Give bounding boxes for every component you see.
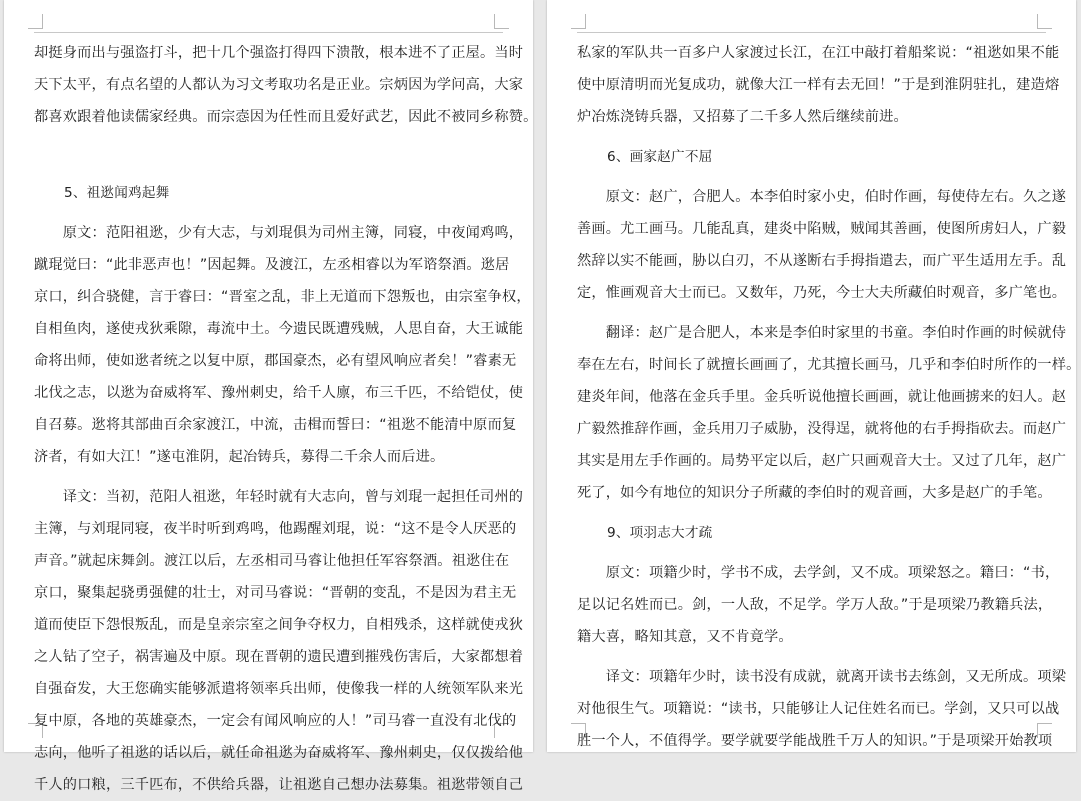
text-line: 籍大喜，略知其意，又不肯竟学。: [577, 629, 793, 645]
text-line: 京口，纠合骁健，言于睿曰：“晋室之乱，非上无道而下怨叛也，由宗室争权，: [34, 289, 531, 305]
text-line: 道而使臣下怨恨叛乱，而是皇亲宗室之间争夺权力，自相残杀，这样就使戎狄: [34, 617, 524, 633]
text-line: 济者，有如大江！”遂屯淮阴，起冶铸兵，募得二千余人而后进。: [34, 449, 445, 465]
page-corner-mark: [494, 14, 509, 29]
text-line: 命将出师，使如逖者统之以复中原，郡国豪杰，必有望风响应者矣！”睿素无: [34, 353, 517, 369]
text-line: 使中原清明而光复成功，就像大江一样有去无回！”于是到淮阴驻扎，建造熔: [577, 77, 1060, 93]
text-line: 死了，如今有地位的知识分子所藏的李伯时的观音画，大多是赵广的手笔。: [577, 485, 1052, 501]
text-line: 主簿，与刘琨同寝，夜半时听到鸡鸣，他踢醒刘琨，说：“这不是令人厌恶的: [34, 521, 517, 537]
text-line: 复中原，各地的英雄豪杰，一定会有闻风响应的人！”司马睿一直没有北伐的: [34, 713, 517, 729]
text-line: 却挺身而出与强盗打斗，把十几个强盗打得四下溃散，根本进不了正屋。当时: [34, 45, 524, 61]
section-heading: 9、项羽志大才疏: [607, 525, 713, 541]
text-line: 私家的军队共一百多户人家渡过长江，在江中敲打着船桨说：“祖逖如果不能: [577, 45, 1060, 61]
text-line: 广毅然推辞作画，金兵用刀子威胁，没得逞，就将他的右手拇指砍去。而赵广: [577, 421, 1067, 437]
text-line: 足以记名姓而已。剑，一人敌，不足学。学万人敌。”于是项梁乃教籍兵法，: [577, 597, 1053, 613]
document-page-right: [547, 0, 1081, 752]
text-line: 声音。”就起床舞剑。渡江以后，左丞相司马睿让他担任军容祭酒。祖逖住在: [34, 553, 510, 569]
text-line: 都喜欢跟着他读儒家经典。而宗悫因为任性而且爱好武艺，因此不被同乡称赞。: [34, 109, 538, 125]
text-line: 善画。尤工画马。几能乱真，建炎中陷贼，贼闻其善画，使图所虏妇人，广毅: [577, 221, 1067, 237]
page-corner-mark: [28, 14, 43, 29]
text-line: 其实是用左手作画的。局势平定以后，赵广只画观音大士。又过了几年，赵广: [577, 453, 1067, 469]
text-line: 自相鱼肉，遂使戎狄乘隙，毒流中土。今遗民既遭残贼，人思自奋，大王诚能: [34, 321, 524, 337]
text-line: 北伐之志，以逖为奋威将军、豫州刺史，给千人廪，布三千匹，不给铠仗，使: [34, 385, 524, 401]
page-corner-mark: [1037, 14, 1052, 29]
text-line: 建炎年间，他落在金兵手里。金兵听说他擅长画画，就让他画掳来的妇人。赵: [577, 389, 1067, 405]
text-line: 奉在左右，时间长了就擅长画画了，尤其擅长画马，几乎和李伯时所作的一样。: [577, 357, 1081, 373]
section-heading: 6、画家赵广不屈: [607, 149, 713, 165]
section-heading: 5、祖逖闻鸡起舞: [64, 185, 170, 201]
text-line: 之人钻了空子，祸害遍及中原。现在晋朝的遗民遭到摧残伤害后，大家都想着: [34, 649, 524, 665]
document-page-left: [4, 0, 538, 793]
text-line: 自召募。逖将其部曲百余家渡江，中流，击楫而誓曰：“祖逖不能清中原而复: [34, 417, 517, 433]
page-text[interactable]: [34, 37, 538, 801]
text-line: 原文：范阳祖逖，少有大志，与刘琨俱为司州主簿，同寝，中夜闻鸡鸣，: [34, 225, 524, 241]
header-rule: [577, 32, 1046, 33]
text-line: 千人的口粮，三千匹布，不供给兵器，让祖逖自己想办法募集。祖逖带领自己: [34, 777, 524, 793]
text-line: 翻译：赵广是合肥人，本来是李伯时家里的书童。李伯时作画的时候就侍: [577, 325, 1067, 341]
text-line: 译文：当初，范阳人祖逖，年轻时就有大志向，曾与刘琨一起担任司州的: [34, 489, 524, 505]
text-line: 然辞以实不能画，胁以白刃，不从遂断右手拇指遣去，而广平生适用左手。乱: [577, 253, 1067, 269]
text-line: 志向，他听了祖逖的话以后，就任命祖逖为奋威将军、豫州刺史，仅仅拨给他: [34, 745, 524, 761]
text-line: 自强奋发，大王您确实能够派遣将领率兵出师，使像我一样的人统领军队来光: [34, 681, 524, 697]
text-line: 对他很生气。项籍说：“读书，只能够让人记住姓名而已。学剑，又只可以战: [577, 701, 1060, 717]
text-line: 原文：项籍少时，学书不成，去学剑，又不成。项梁怒之。籍曰：“书，: [577, 565, 1060, 581]
text-line: 胜一个人，不值得学。要学就要学能战胜千万人的知识。”于是项梁开始教项: [577, 733, 1053, 749]
text-line: 原文：赵广，合肥人。本李伯时家小史，伯时作画，每使侍左右。久之遂: [577, 189, 1067, 205]
text-line: 译文：项籍年少时，读书没有成就，就离开读书去练剑，又无所成。项梁: [577, 669, 1067, 685]
page-text[interactable]: [577, 37, 1081, 757]
text-line: 蹴琨觉曰：“此非恶声也！”因起舞。及渡江，左丞相睿以为军谘祭酒。逖居: [34, 257, 510, 273]
text-line: 定，惟画观音大士而已。又数年，乃死，今士大夫所藏伯时观音，多广笔也。: [577, 285, 1067, 301]
text-line: 天下太平，有点名望的人都认为习文考取功名是正业。宗炳因为学问高，大家: [34, 77, 524, 93]
text-line: 京口，聚集起骁勇强健的壮士，对司马睿说：“晋朝的变乱，不是因为君主无: [34, 585, 517, 601]
text-line: 炉冶炼浇铸兵器，又招募了二千多人然后继续前进。: [577, 109, 908, 125]
page-corner-mark: [571, 14, 586, 29]
header-rule: [34, 32, 503, 33]
